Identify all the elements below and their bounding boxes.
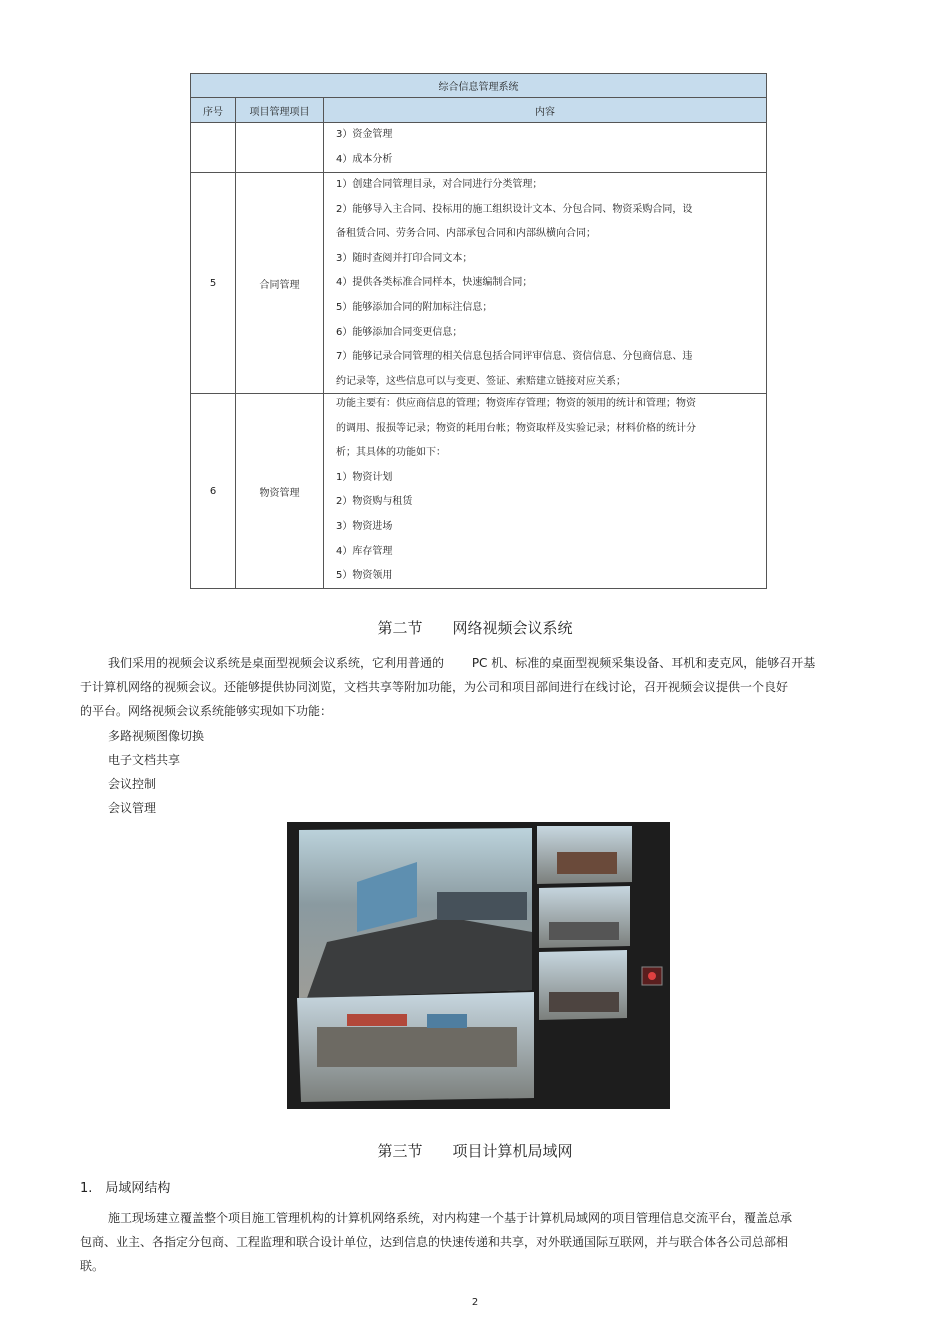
row-content	[336, 123, 756, 172]
content-line: 4）库存管理	[336, 545, 393, 557]
table-title-row	[191, 74, 766, 98]
table-header-row	[191, 98, 766, 123]
content-line: 2）能够导入主合同、投标用的施工组织设计文本、分包合同、物资采购合同，设	[336, 203, 693, 215]
header-content: 内容	[535, 106, 555, 118]
info-system-table	[190, 73, 767, 589]
content-line: 4）成本分析	[336, 153, 393, 165]
subheading: 1. 局域网结构	[80, 1181, 171, 1196]
row-no: 6	[191, 394, 236, 588]
page-number: 2	[471, 1297, 479, 1308]
section-title: 第二节 网络视频会议系统	[377, 619, 573, 637]
paragraph-line: 于计算机网络的视频会议。还能够提供协同浏览，文档共享等附加功能，为公司和项目部间进行在线讨论，召开视频会议提供一个良好	[80, 680, 789, 694]
content-line: 5）能够添加合同的附加标注信息；	[336, 301, 493, 313]
header-item: 项目管理项目	[236, 98, 324, 122]
section3-paragraph	[80, 1206, 792, 1278]
paragraph-line: 我们采用的视频会议系统是桌面型视频会议系统，它利用普通的 PC 机、标准的桌面型视频采集设备、耳机和麦克风，能够召开基	[108, 656, 816, 670]
list-item: 会议管理	[108, 801, 157, 815]
content-line: 5）物资领用	[336, 570, 393, 582]
row-no: 5	[191, 173, 236, 393]
content-line: 3）资金管理	[336, 129, 393, 140]
content-line: 7）能够记录合同管理的相关信息包括合同评审信息、资信信息、分包商信息、违	[336, 351, 693, 363]
row-item: 合同管理	[236, 173, 324, 393]
section2-paragraph	[80, 651, 815, 723]
row-item	[236, 123, 324, 172]
table-title: 综合信息管理系统	[438, 82, 519, 93]
table-row	[191, 173, 766, 394]
row-item: 物资管理	[236, 394, 324, 588]
content-line: 析；其具体的功能如下：	[336, 447, 446, 459]
section-title: 第三节 项目计算机局域网	[377, 1142, 573, 1160]
list-item: 多路视频图像切换	[108, 729, 205, 743]
content-line: 功能主要有：供应商信息的管理；物资库存管理；物资的领用的统计和管理；物资	[336, 398, 696, 409]
paragraph-line: 的平台。网络视频会议系统能够实现如下功能：	[80, 704, 333, 718]
list-item: 电子文档共享	[108, 753, 181, 767]
table-row	[191, 394, 766, 588]
paragraph-line: 施工现场建立覆盖整个项目施工管理机构的计算机网络系统，对内构建一个基于计算机局域网的项目管理信息交流平台，覆盖总承	[108, 1211, 793, 1225]
row-content	[336, 173, 756, 394]
content-line: 1）物资计划	[336, 471, 393, 483]
content-line: 备租赁合同、劳务合同、内部承包合同和内部纵横向合同；	[336, 228, 596, 240]
paragraph-line: 联。	[80, 1259, 105, 1273]
row-no	[191, 123, 236, 172]
table-row	[191, 123, 766, 173]
content-line: 4）提供各类标准合同样本，快速编制合同；	[336, 277, 533, 289]
content-line: 3）物资进场	[336, 520, 393, 532]
video-conference-image	[287, 822, 670, 1109]
content-line: 3）随时查阅并打印合同文本；	[336, 252, 473, 264]
content-line: 约记录等，这些信息可以与变更、签证、索赔建立链接对应关系；	[336, 375, 626, 387]
feature-list	[108, 724, 204, 820]
content-line: 2）物资购与租赁	[336, 496, 413, 508]
header-no: 序号	[191, 98, 236, 122]
content-line: 的调用、报损等记录；物资的耗用台帐；物资取样及实验记录；材料价格的统计分	[336, 422, 696, 434]
content-line: 1）创建合同管理目录，对合同进行分类管理；	[336, 179, 543, 190]
content-line: 6）能够添加合同变更信息；	[336, 326, 463, 338]
list-item: 会议控制	[108, 777, 157, 791]
paragraph-line: 包商、业主、各指定分包商、工程监理和联合设计单位，达到信息的快速传递和共享，对外联通国际互联网，并与联合体各公司总部相	[80, 1235, 789, 1249]
video-conference-photo	[287, 822, 670, 1109]
row-content	[336, 392, 756, 589]
